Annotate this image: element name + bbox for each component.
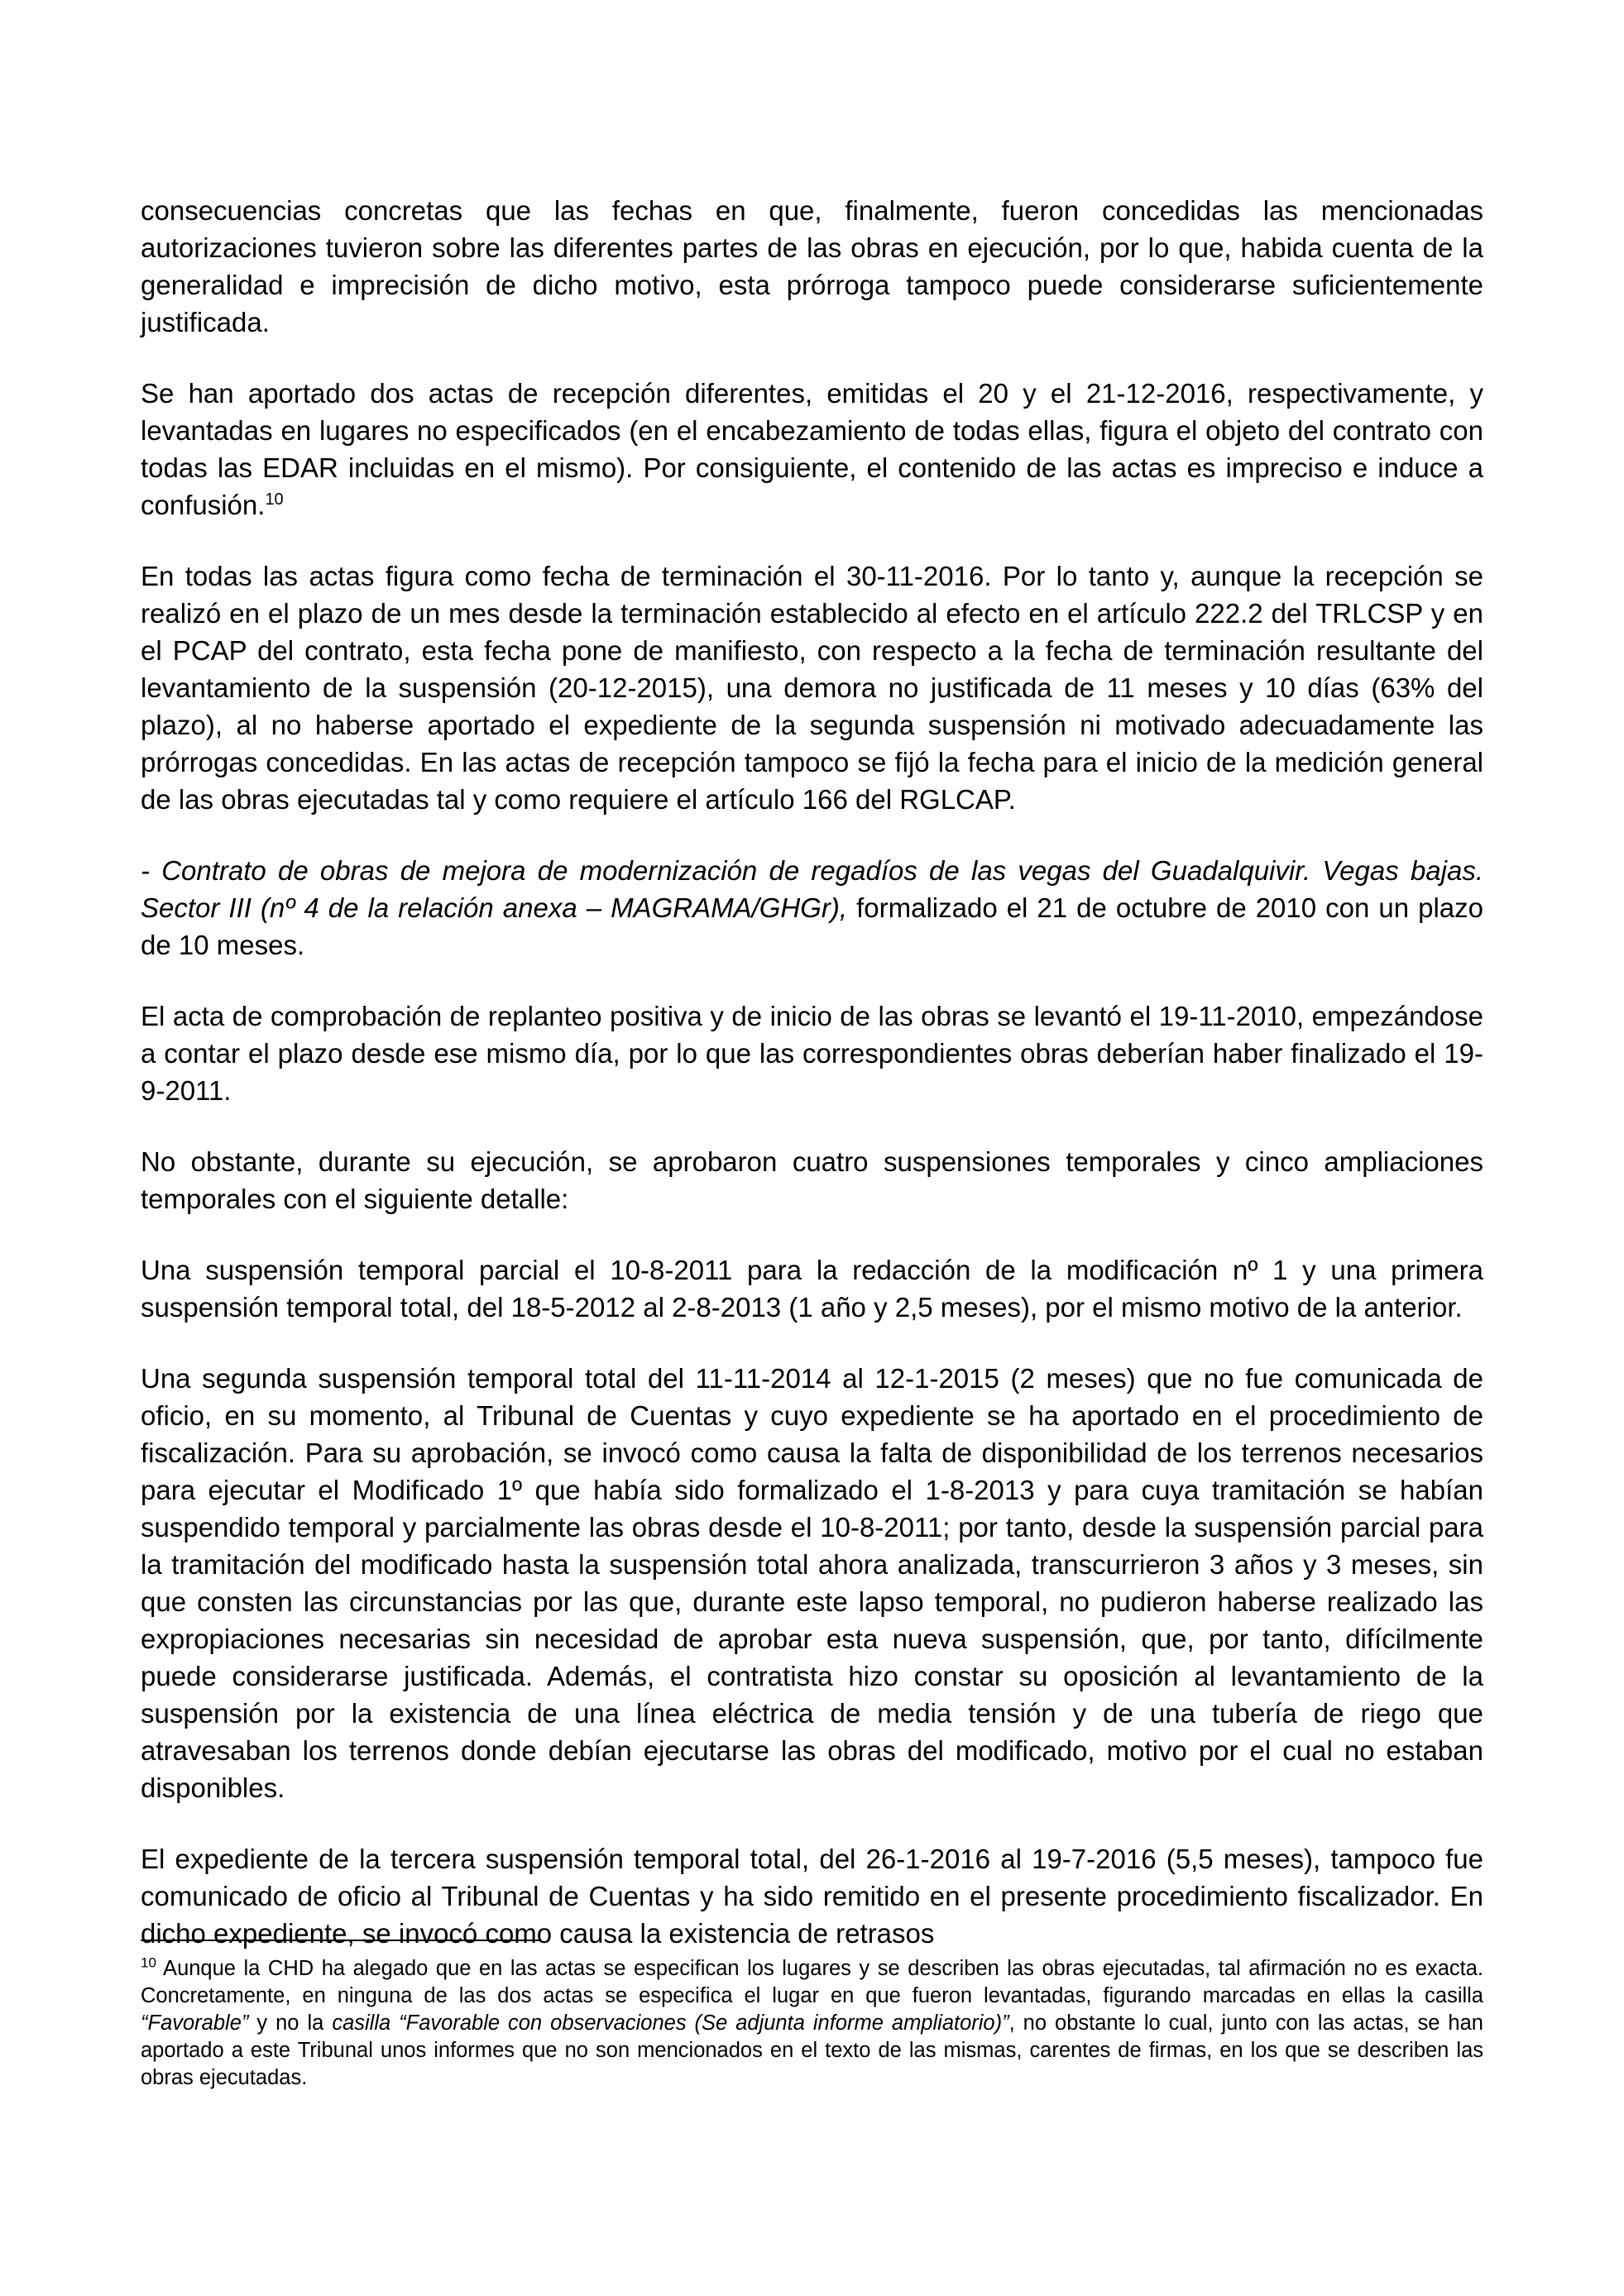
footnote-text-b: “Favorable” (141, 2011, 249, 2035)
paragraph-8: Una segunda suspensión temporal total del 11-11-2014 al 12-1-2015 (2 meses) que no fue comunicada de oficio, en su momento, al Tribunal de Cuentas y cuyo expediente se ha aportado en el procedimiento de fiscalización. Para su aprobación, se invocó como causa la falta de disponibilidad de los terrenos necesarios para ejecutar el Modificado 1º que había sido formalizado el 1-8-2013 y para cuya tramitación se habían suspendido temporal y parcialmente las obras desde el 10-8-2011; por tanto, desde la suspensión parcial para la tramitación del modificado hasta la suspensión total ahora analizada, transcurrieron 3 años y 3 meses, sin que consten las circunstancias por las que, durante este lapso temporal, no pudieron haberse realizado las expropiaciones necesarias sin necesidad de aprobar esta nueva suspensión, que, por tanto, difícilmente puede considerarse justificada. Además, el contratista hizo constar su oposición al levantamiento de la suspensión por la existencia de una línea eléctrica de media tensión y de una tubería de riego que atravesaban los terrenos donde debían ejecutarse las obras del modificado, motivo por el cual no estaban disponibles. (141, 1363, 1483, 1803)
contract-title: - Contrato de obras de mejora de modernización de regadíos de las vegas del Guadalquivir. Vegas bajas. Sector III (nº 4 de la relación anexa – MAGRAMA/GHGr), (141, 855, 1483, 923)
footnote-text-e: , no obstante lo cual, junto con las actas, se han aportado a este Tribunal unos informes que no son mencionados en el texto de las mismas, carentes de firmas, en los que se describen las obras ejecutadas. (141, 2011, 1483, 2089)
paragraph-2-text: Se han aportado dos actas de recepción diferentes, emitidas el 20 y el 21-12-2016, respectivamente, y levantadas en lugares no especificados (en el encabezamiento de todas ellas, figura el objeto del contrato con todas las EDAR incluidas en el mismo). Por consiguiente, el contenido de las actas es impreciso e induce a confusión. (141, 378, 1483, 520)
footnote-separator (141, 1940, 539, 1941)
footnote-reference[interactable]: 10 (265, 490, 284, 509)
paragraph-4 (141, 852, 1483, 964)
paragraph-3: En todas las actas figura como fecha de terminación el 30-11-2016. Por lo tanto y, aunque la recepción se realizó en el plazo de un mes desde la terminación establecido al efecto en el artículo 222.2 del TRLCSP y en el PCAP del contrato, esta fecha pone de manifiesto, con respecto a la fecha de terminación resultante del levantamiento de la suspensión (20-12-2015), una demora no justificada de 11 meses y 10 días (63% del plazo), al no haberse aportado el expediente de la segunda suspensión ni motivado adecuadamente las prórrogas concedidas. En las actas de recepción tampoco se fijó la fecha para el inicio de la medición general de las obras ejecutadas tal y como requiere el artículo 166 del RGLCAP. (141, 561, 1483, 815)
paragraph-6: No obstante, durante su ejecución, se aprobaron cuatro suspensiones temporales y cinco ampliaciones temporales con el siguiente detalle: (141, 1146, 1483, 1214)
footnote-text-d: casilla “Favorable con observaciones (Se adjunta informe ampliatorio)” (332, 2011, 1009, 2035)
footnote-text-c: y no la (248, 2011, 333, 2035)
paragraph-9: El expediente de la tercera suspensión temporal total, del 26-1-2016 al 19-7-2016 (5,5 meses), tampoco fue comunicado de oficio al Tribunal de Cuentas y ha sido remitido en el presente procedimiento fiscalizador. En dicho expediente, se invocó como causa la existencia de retrasos (141, 1844, 1483, 1949)
footnote-text-a: Aunque la CHD ha alegado que en las actas se especifican los lugares y se describen las obras ejecutadas, tal afirmación no es exacta. Concretamente, en ninguna de las dos actas se especifica el lugar en que fueron levantadas, figurando marcadas en ellas la casilla (141, 1957, 1483, 2007)
page-body (141, 192, 1483, 1986)
paragraph-7: Una suspensión temporal parcial el 10-8-2011 para la redacción de la modificación nº 1 y una primera suspensión temporal total, del 18-5-2012 al 2-8-2013 (1 año y 2,5 meses), por el mismo motivo de la anterior. (141, 1255, 1483, 1323)
paragraph-4-text: formalizado el 21 de octubre de 2010 con un plazo de 10 meses. (141, 892, 1483, 960)
footnote-10 (141, 1955, 1483, 2092)
paragraph-1: consecuencias concretas que las fechas en que, finalmente, fueron concedidas las mencionadas autorizaciones tuvieron sobre las diferentes partes de las obras en ejecución, por lo que, habida cuenta de la generalidad e imprecisión de dicho motivo, esta prórroga tampoco puede considerarse suficientemente justificada. (141, 195, 1483, 337)
paragraph-5: El acta de comprobación de replanteo positiva y de inicio de las obras se levantó el 19-11-2010, empezándose a contar el plazo desde ese mismo día, por lo que las correspondientes obras deberían haber finalizado el 19-9-2011. (141, 1001, 1483, 1106)
footnote-number: 10 (141, 1954, 156, 1971)
paragraph-2 (141, 375, 1483, 524)
